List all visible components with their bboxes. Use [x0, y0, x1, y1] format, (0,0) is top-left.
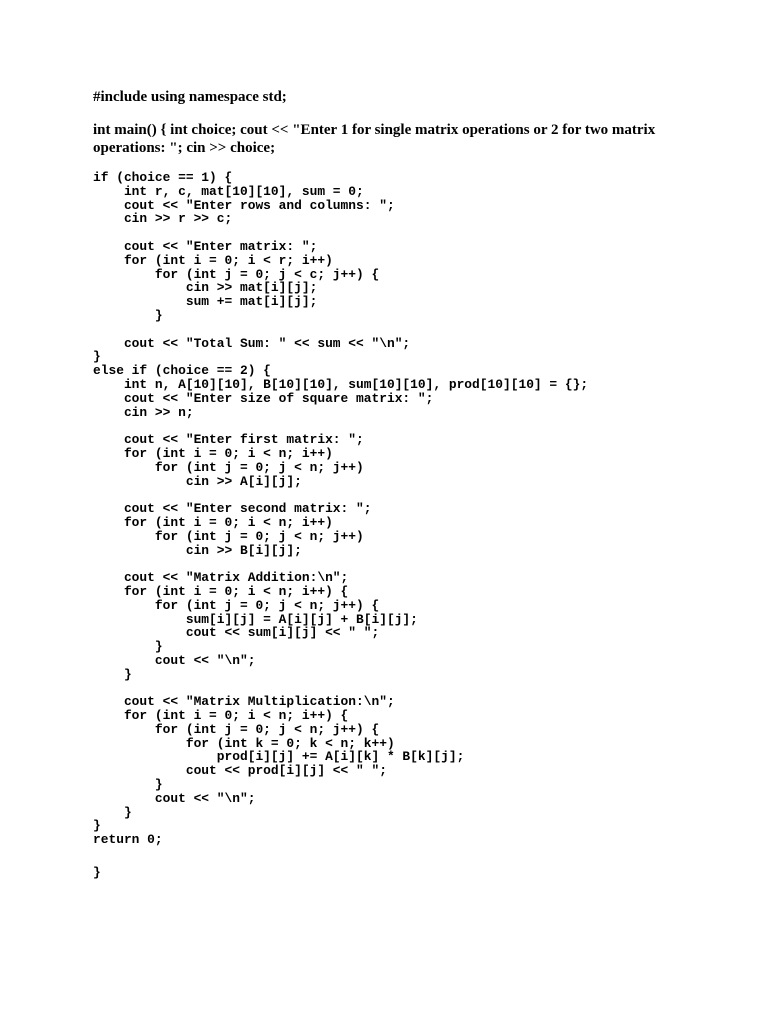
closing-brace: }	[93, 865, 101, 880]
code-block: if (choice == 1) { int r, c, mat[10][10], sum = 0; cout << "Enter rows and columns: "; cin >> r >> c; cout << "Enter matrix: "; for (int i = 0; i < r; i++) for (int j = 0; j < c; j++) { cin >> mat[i][j]; sum += mat[i][j]; } cout << "Total Sum: " << sum << "\n"; } else if (choice == 2) { int n, A[10][10], B[10][10], sum[10][10], prod[10][10] = {}; cout << "Enter size of square matrix: "; cin >> n; cout << "Enter first matrix: "; for (int i = 0; i < n; i++) for (int j = 0; j < n; j++) cin >> A[i][j]; cout << "Enter second matrix: "; for (int i = 0; i < n; i++) for (int j = 0; j < n; j++) cin >> B[i][j]; cout << "Matrix Addition:\n"; for (int i = 0; i < n; i++) { for (int j = 0; j < n; j++) { sum[i][j] = A[i][j] + B[i][j]; cout << sum[i][j] << " "; } cout << "\n"; } cout << "Matrix Multiplication:\n"; for (int i = 0; i < n; i++) { for (int j = 0; j < n; j++) { for (int k = 0; k < n; k++) prod[i][j] += A[i][k] * B[k][j]; cout << prod[i][j] << " "; } cout << "\n"; } } return 0;	[93, 170, 589, 848]
main-declaration-line: int main() { int choice; cout << "Enter 1 for single matrix operations or 2 for two matrix operations: "; cin >> choice;	[93, 122, 656, 156]
include-line: #include using namespace std;	[93, 89, 287, 105]
